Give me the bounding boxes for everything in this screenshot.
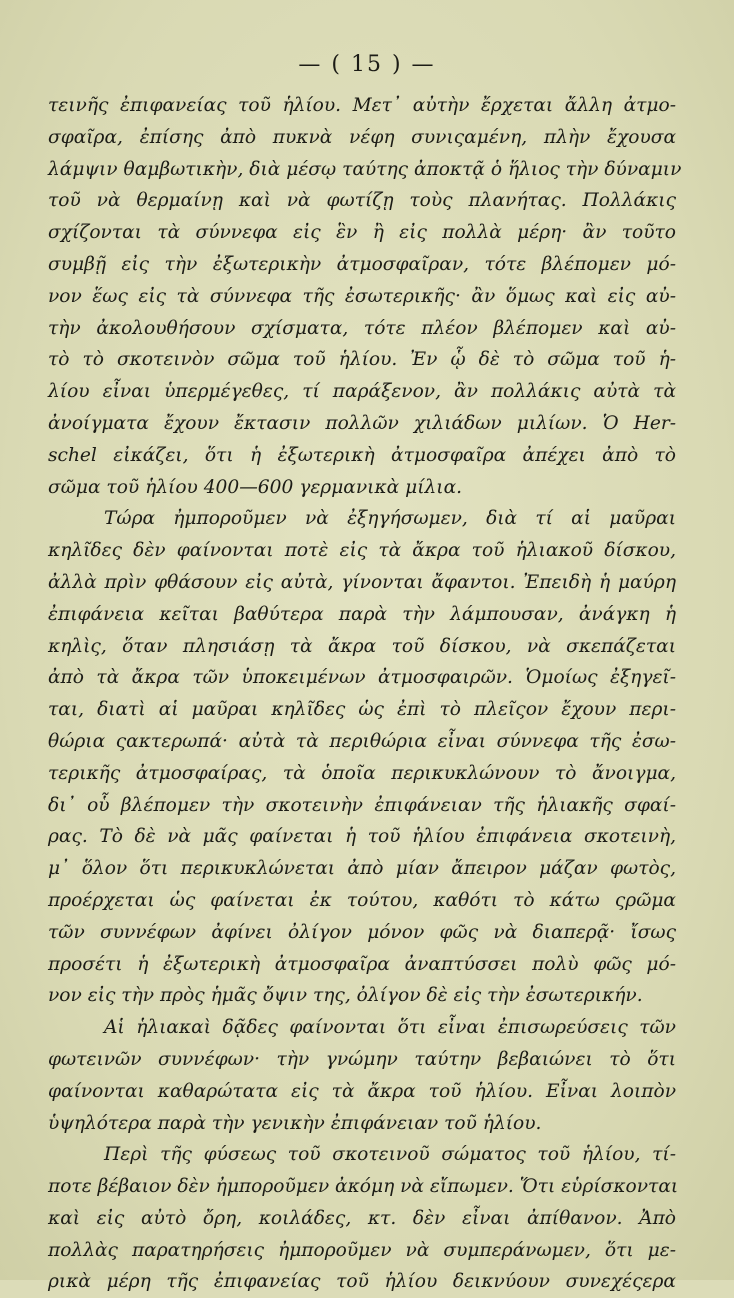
paragraph (48, 503, 676, 1012)
text-line: ρικὰ μέρη τῆς ἐπιφανείας τοῦ ἡλίου δεικνύουν συνεχέςερα (48, 1271, 676, 1293)
text-line: τοῦ νὰ θερμαίνῃ καὶ νὰ φωτίζῃ τοὺς πλανήτας. Πολλάκις (48, 190, 676, 212)
text-line: θώρια ςακτερωπά· αὐτὰ τὰ περιθώρια εἶναι σύννεφα τῆς ἐσω- (48, 730, 676, 752)
text-line: ἐπιφάνεια κεῖται βαθύτερα παρὰ τὴν λάμπουσαν, ἀνάγκη ἡ (48, 603, 676, 625)
text-line: τερικῆς ἀτμοσφαίρας, τὰ ὁποῖα περικυκλώνουν τὸ ἄνοιγμα, (48, 762, 676, 784)
text-line: σῶμα τοῦ ἡλίου 400—600 γερμανικὰ μίλια. (48, 476, 463, 498)
paragraph (48, 1012, 676, 1139)
text-line: προέρχεται ὡς φαίνεται ἐκ τούτου, καθότι τὸ κάτω ςρῶμα (48, 889, 676, 911)
text-line: πολλὰς παρατηρήσεις ἠμποροῦμεν νὰ συμπεράνωμεν, ὅτι με- (48, 1239, 676, 1261)
text-line: τῶν συννέφων ἀφίνει ὀλίγον μόνον φῶς νὰ διαπερᾷ· ἴσως (48, 921, 676, 943)
paragraph (48, 1139, 679, 1298)
paragraph (48, 90, 682, 503)
text-line: σφαῖρα, ἐπίσης ἀπὸ πυκνὰ νέφη συνιςαμένη, πλὴν ἔχουσα (48, 126, 676, 148)
text-line: δι᾽ οὗ βλέπομεν τὴν σκοτεινὴν ἐπιφάνειαν τῆς ἡλιακῆς σφαί- (48, 794, 676, 816)
text-line: Αἱ ἡλιακαὶ δᾷδες φαίνονται ὅτι εἶναι ἐπισωρεύσεις τῶν (104, 1017, 676, 1039)
text-line: ἀπὸ τὰ ἄκρα τῶν ὑποκειμένων ἀτμοσφαιρῶν. Ὁμοίως ἐξηγεῖ- (48, 667, 676, 689)
text-line: τεινῆς ἐπιφανείας τοῦ ἡλίου. Μετ᾽ αὐτὴν ἔρχεται ἄλλη ἀτμο- (48, 95, 676, 116)
text-line: λάμψιν θαμβωτικὴν, διὰ μέσῳ ταύτης ἀποκτᾷ ὁ ἥλιος τὴν δύναμιν (48, 158, 682, 180)
text-line: τὴν ἀκολουθήσουν σχίσματα, τότε πλέον βλέπομεν καὶ αὐ- (48, 317, 676, 339)
text-line: καὶ εἰς αὐτὸ ὄρη, κοιλάδες, κτ. δὲν εἶναι ἀπίθανον. Ἀπὸ (48, 1207, 676, 1229)
text-line: ται, διατὶ αἱ μαῦραι κηλῖδες ὡς ἐπὶ τὸ πλεῖςον ἔχουν περι- (48, 699, 676, 721)
text-line: τὸ τὸ σκοτεινὸν σῶμα τοῦ ἡλίου. Ἐν ᾧ δὲ τὸ σῶμα τοῦ ἡ- (48, 349, 676, 371)
text-line: ἀλλὰ πρὶν φθάσουν εἰς αὐτὰ, γίνονται ἄφαντοι. Ἐπειδὴ ἡ μαύρη (48, 571, 676, 593)
text-line: ἀνοίγματα ἔχουν ἔκτασιν πολλῶν χιλιάδων μιλίων. Ὁ Her- (48, 412, 676, 434)
page-number: — ( 15 ) — (298, 52, 436, 77)
text-line: προσέτι ἡ ἐξωτερικὴ ἀτμοσφαῖρα ἀναπτύσσει πολὺ φῶς μό- (48, 953, 676, 975)
text-line: φωτεινῶν συννέφων· τὴν γνώμην ταύτην βεβαιώνει τὸ ὅτι (48, 1048, 676, 1070)
text-line: schel εἰκάζει, ὅτι ἡ ἐξωτερικὴ ἀτμοσφαῖρα ἀπέχει ἀπὸ τὸ (48, 444, 676, 466)
text-line: φαίνονται καθαρώτατα εἰς τὰ ἄκρα τοῦ ἡλίου. Εἶναι λοιπὸν (48, 1080, 676, 1102)
text-line: νον ἕως εἰς τὰ σύννεφα τῆς ἐσωτερικῆς· ἂν ὅμως καὶ εἰς αὐ- (48, 285, 676, 307)
text-line: μ᾽ ὅλον ὅτι περικυκλώνεται ἀπὸ μίαν ἄπειρον μάζαν φωτὸς, (48, 858, 676, 880)
text-line: κηλὶς, ὅταν πλησιάσῃ τὰ ἄκρα τοῦ δίσκου, νὰ σκεπάζεται (48, 635, 676, 657)
text-line: λίου εἶναι ὑπερμέγεθες, τί παράξενον, ἂν πολλάκις αὐτὰ τὰ (48, 381, 676, 403)
text-line: κηλῖδες δὲν φαίνονται ποτὲ εἰς τὰ ἄκρα τοῦ ἡλιακοῦ δίσκου, (48, 540, 676, 562)
text-line: Τώρα ἠμποροῦμεν νὰ ἐξηγήσωμεν, διὰ τί αἱ μαῦραι (104, 508, 676, 530)
text-line: ὑψηλότερα παρὰ τὴν γενικὴν ἐπιφάνειαν τοῦ ἡλίου. (48, 1112, 542, 1134)
text-line: ποτε βέβαιον δὲν ἠμποροῦμεν ἀκόμη νὰ εἴπωμεν. Ὅτι εὑρίσκονται (48, 1176, 679, 1198)
text-line: Περὶ τῆς φύσεως τοῦ σκοτεινοῦ σώματος τοῦ ἡλίου, τί- (104, 1144, 676, 1166)
text-line: σχίζονται τὰ σύννεφα εἰς ἓν ἢ εἰς πολλὰ μέρη· ἂν τοῦτο (48, 222, 676, 244)
body-text (48, 90, 682, 1298)
text-line: νον εἰς τὴν πρὸς ἡμᾶς ὄψιν της, ὀλίγον δὲ εἰς τὴν ἐσωτερικήν. (48, 985, 643, 1007)
text-line: ρας. Τὸ δὲ νὰ μᾶς φαίνεται ἡ τοῦ ἡλίου ἐπιφάνεια σκοτεινὴ, (48, 826, 676, 848)
text-line: συμβῇ εἰς τὴν ἐξωτερικὴν ἀτμοσφαῖραν, τότε βλέπομεν μό- (48, 253, 676, 275)
